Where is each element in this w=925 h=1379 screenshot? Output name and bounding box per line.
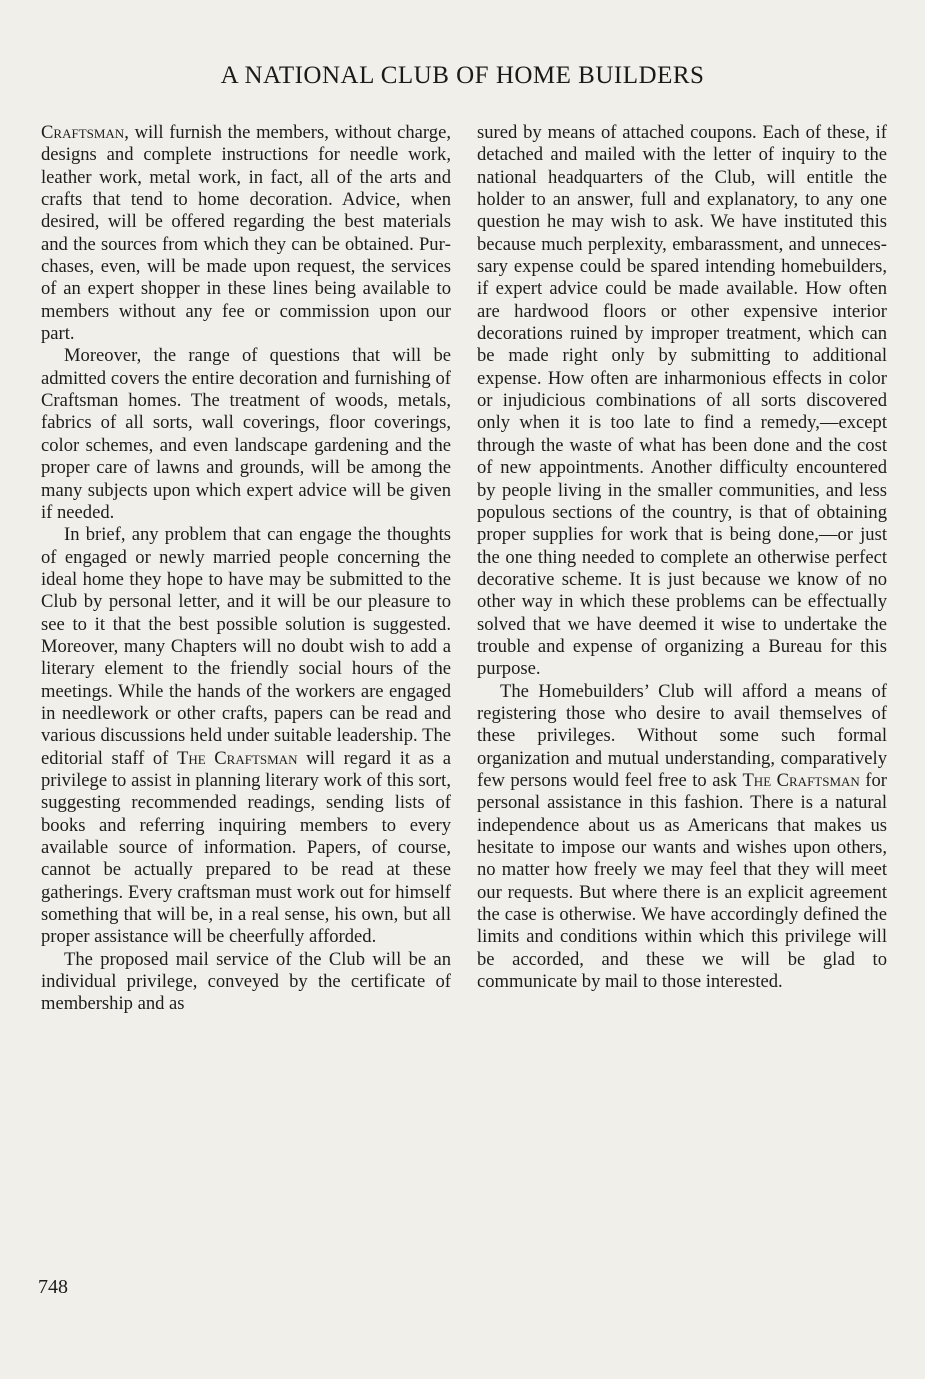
paragraph-text: In brief, any problem that can engage the thoughts of engaged or newly married people concerning the ideal home they hope to have may be submitted to the Club by personal letter, and it will be our pleasure to see to it that the best possible solution is suggested. Moreover, many Chapters will no doubt wish to add a literary element to the friendly social hours of the meetings. While the hands of the workers are engaged in needlework or other crafts, papers can be read and various discussions held under suitable leadership. The editorial staff of xyxy=(41,524,451,769)
paragraph-text: for personal assistance in this fashion. There is a natural independence about us as Americans that makes us hesitate to impose our wants and wishes upon others, no matter how freely we may feel that they will meet our requests. But where there is an explicit agreement the case is otherwise. We have accordingly defined the limits and conditions within which this privilege will be accorded, and these we will be glad to communicate by mail to those interested. xyxy=(477,769,887,993)
paragraph xyxy=(41,524,451,949)
right-column xyxy=(477,122,887,993)
paragraph xyxy=(477,681,887,994)
magazine-name: The Craftsman xyxy=(176,747,298,769)
page-number: 748 xyxy=(38,1276,68,1298)
paragraph: The proposed mail service of the Club will be an individual privilege, conveyed by the certificate of membership and as xyxy=(41,948,451,1015)
paragraph: sured by means of attached coupons. Each of these, if detached and mailed with the letter of inquiry to the national headquarters of the Club, will entitle the holder to an answer, full and explanatory, to any one question he may wish to ask. We have instituted this because much perplexity, embarassment, and unnecessary expense could be spared intending homebuilders, if expert advice could be made available. How often are hardwood floors or other expensive interior decorations ruined by improper treatment, which can be made right only by submitting to additional expense. How often are inharmonious effects in color or injudicious combinations of all sorts discovered only when it is too late to find a remedy,—except through the waste of what has been done and the cost of new appointments. Another difficulty encountered by people living in the smaller communities, and less populous sections of the country, is that of obtaining proper supplies for work that is being done,—or just the one thing needed to complete an otherwise perfect decorative scheme. It is just because we know of no other way in which these problems can be effectually solved that we have deemed it wise to undertake the trouble and expense of organizing a Bureau for this purpose. xyxy=(477,122,887,680)
paragraph-text: The Homebuilders’ Club will afford a means of registering those who desire to avail themselves of these privileges. Without some such formal organization and mutual understanding, comparatively few persons would feel free to ask xyxy=(477,680,887,791)
paragraph: Moreover, the range of questions that will be admitted covers the entire decoration and furnishing of Craftsman homes. The treatment of woods, metals, fabrics of all sorts, wall coverings, floor coverings, color schemes, and even landscape gardening and the proper care of lawns and grounds, will be among the many subjects upon which expert advice will be given if needed. xyxy=(41,345,451,523)
page-title: A NATIONAL CLUB OF HOME BUILDERS xyxy=(220,62,705,89)
paragraph-text: will regard it as a privilege to assist in planning literary work of this sort, suggesting recommended readings, sending lists of books and referring inquiring members to every available source of information. Papers, of course, cannot be actually prepared to be read at these gatherings. Every craftsman must work out for himself something that will be, in a real sense, his own, but all proper assistance will be cheerfully afforded. xyxy=(41,747,451,948)
paragraph xyxy=(41,122,451,345)
paragraph-text: , will furnish the members, without charge, designs and complete instructions for needle work, leather work, metal work, in fact, all of the arts and crafts that tend to home decoration. Advice, when desired, will be offered regarding the best materials and the sources from which they can be obtained. Purchases, even, will be made upon request, the services of an expert shopper in these lines being available to members without any fee or commission upon our part. xyxy=(41,122,451,345)
left-column xyxy=(41,122,451,1016)
magazine-name: The Craftsman xyxy=(742,769,860,791)
small-caps-lead: Craftsman xyxy=(41,122,125,143)
